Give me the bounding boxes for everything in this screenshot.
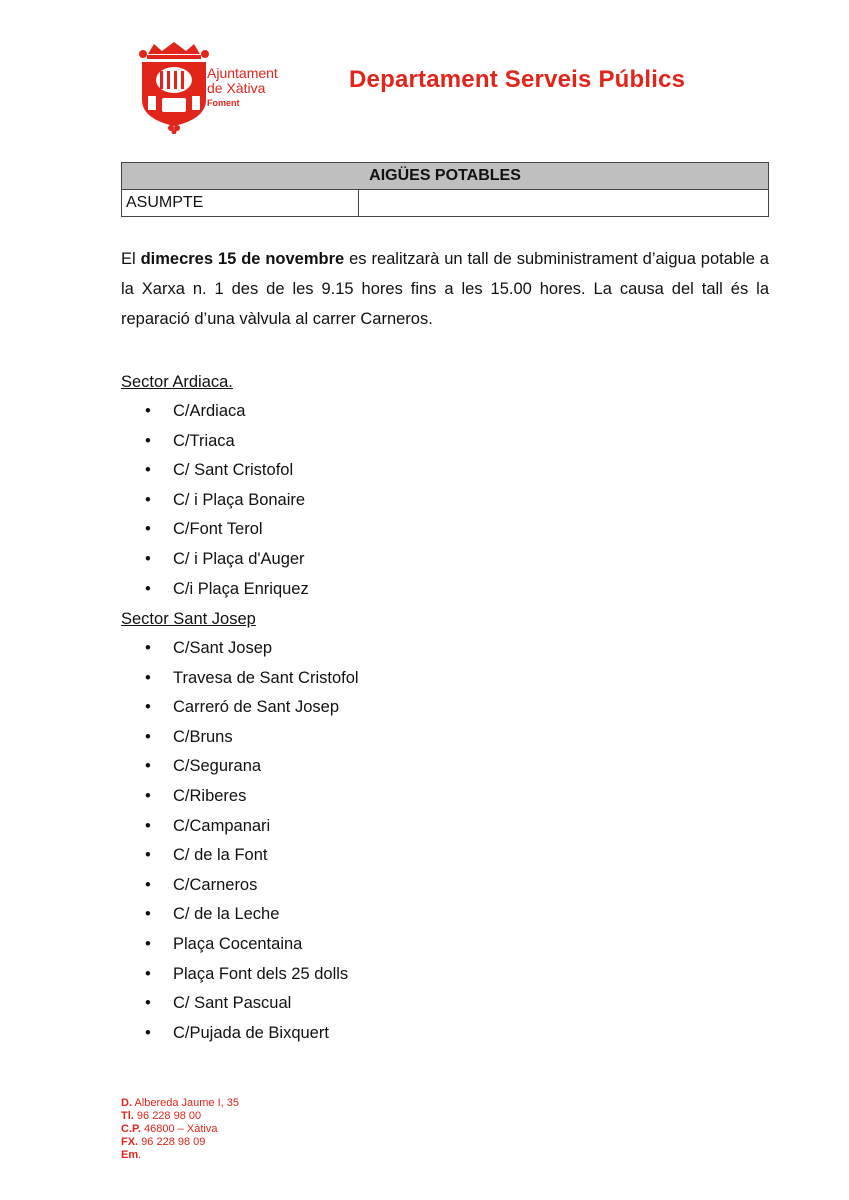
list-item	[121, 456, 309, 486]
bullet: •	[145, 490, 151, 509]
street-list-sant-josep	[121, 634, 359, 1048]
list-item	[121, 900, 359, 930]
footer-fax	[121, 1136, 239, 1149]
street-name: C/Campanari	[173, 816, 271, 835]
bullet: •	[145, 816, 151, 835]
street-name: C/Font Terol	[173, 520, 263, 539]
street-name: C/Riberes	[173, 786, 247, 805]
phone-value: 96 228 98 00	[133, 1110, 202, 1122]
bullet: •	[145, 579, 151, 598]
fax-label: FX.	[121, 1136, 139, 1148]
postal-value: 46800 – Xàtiva	[140, 1123, 218, 1135]
bullet: •	[145, 727, 151, 746]
intro-date: dimecres 15 de novembre	[140, 250, 345, 268]
list-item	[121, 634, 359, 664]
fax-value: 96 228 98 09	[138, 1136, 206, 1148]
footer-phone	[121, 1110, 239, 1123]
bullet: •	[145, 1023, 151, 1042]
list-item	[121, 930, 359, 960]
street-name: Plaça Font dels 25 dolls	[173, 964, 349, 983]
bullet: •	[145, 431, 151, 450]
street-name: C/Segurana	[173, 757, 262, 776]
bullet: •	[145, 668, 151, 687]
list-item	[121, 871, 359, 901]
street-name: C/Bruns	[173, 727, 233, 746]
list-item	[121, 812, 359, 842]
list-item	[121, 752, 359, 782]
sector-heading-sant-josep: Sector Sant Josep	[121, 610, 256, 628]
table-title: AIGÜES POTABLES	[122, 163, 769, 190]
list-item	[121, 989, 359, 1019]
street-name: C/ de la Leche	[173, 905, 280, 924]
street-name: Plaça Cocentaina	[173, 934, 303, 953]
street-name: C/ de la Font	[173, 846, 268, 865]
list-item	[121, 486, 309, 516]
street-name: C/Sant Josep	[173, 639, 273, 657]
list-item	[121, 782, 359, 812]
footer-contact	[121, 1097, 239, 1162]
bullet: •	[145, 549, 151, 568]
sector-heading-ardiaca: Sector Ardiaca.	[121, 373, 233, 391]
street-name: C/Ardiaca	[173, 402, 246, 420]
bullet: •	[145, 757, 151, 776]
list-item	[121, 575, 309, 605]
street-name: C/Triaca	[173, 431, 235, 450]
street-name: C/ i Plaça Bonaire	[173, 490, 306, 509]
footer-postal	[121, 1123, 239, 1136]
street-name: C/i Plaça Enriquez	[173, 579, 309, 598]
address-label: D.	[121, 1097, 132, 1109]
email-label: Em	[121, 1149, 139, 1161]
email-value: .	[138, 1149, 142, 1161]
org-name-line1: Ajuntament	[207, 65, 278, 81]
street-name: C/ Sant Cristofol	[173, 461, 294, 480]
notice-paragraph	[121, 244, 769, 334]
subject-value	[359, 190, 769, 217]
bullet: •	[145, 639, 151, 657]
subject-table	[121, 162, 769, 217]
street-name: C/ i Plaça d'Auger	[173, 549, 305, 568]
subject-label: ASUMPTE	[122, 190, 359, 217]
bullet: •	[145, 934, 151, 953]
footer-address	[121, 1097, 239, 1110]
street-name: C/Carneros	[173, 875, 258, 894]
street-name: C/ Sant Pascual	[173, 994, 292, 1013]
address-value: Albereda Jaume I, 35	[132, 1097, 240, 1109]
street-list-ardiaca	[121, 397, 309, 604]
street-name: Travesa de Sant Cristofol	[173, 668, 359, 687]
org-subtitle: Foment	[207, 98, 240, 108]
list-item	[121, 664, 359, 694]
list-item	[121, 960, 359, 990]
bullet: •	[145, 964, 151, 983]
street-name: Carreró de Sant Josep	[173, 698, 340, 717]
list-item	[121, 723, 359, 753]
street-name: C/Pujada de Bixquert	[173, 1023, 329, 1042]
list-item	[121, 427, 309, 457]
bullet: •	[145, 698, 151, 717]
intro-text-body: es realitzarà un tall de subministrament d’aigua potable a la Xarxa n. 1 des de les 9.15 hores fins a les 15.00 hores. La causa del tall és la reparació d’una vàlvula al carrer Carneros.	[121, 250, 769, 328]
org-name-line2: de Xàtiva	[207, 80, 266, 96]
intro-text-start: El	[121, 250, 141, 268]
bullet: •	[145, 994, 151, 1013]
department-title: Departament Serveis Públics	[349, 66, 686, 93]
bullet: •	[145, 786, 151, 805]
list-item	[121, 693, 359, 723]
list-item	[121, 397, 309, 427]
postal-label: C.P.	[121, 1123, 141, 1135]
list-item	[121, 545, 309, 575]
list-item	[121, 515, 309, 545]
bullet: •	[145, 402, 151, 420]
bullet: •	[145, 846, 151, 865]
bullet: •	[145, 520, 151, 539]
xativa-coat-of-arms-logo	[138, 40, 210, 134]
bullet: •	[145, 875, 151, 894]
list-item	[121, 841, 359, 871]
org-name	[207, 66, 278, 108]
list-item	[121, 1019, 359, 1049]
phone-label: Tl.	[121, 1110, 134, 1122]
footer-email	[121, 1149, 239, 1162]
bullet: •	[145, 905, 151, 924]
bullet: •	[145, 461, 151, 480]
